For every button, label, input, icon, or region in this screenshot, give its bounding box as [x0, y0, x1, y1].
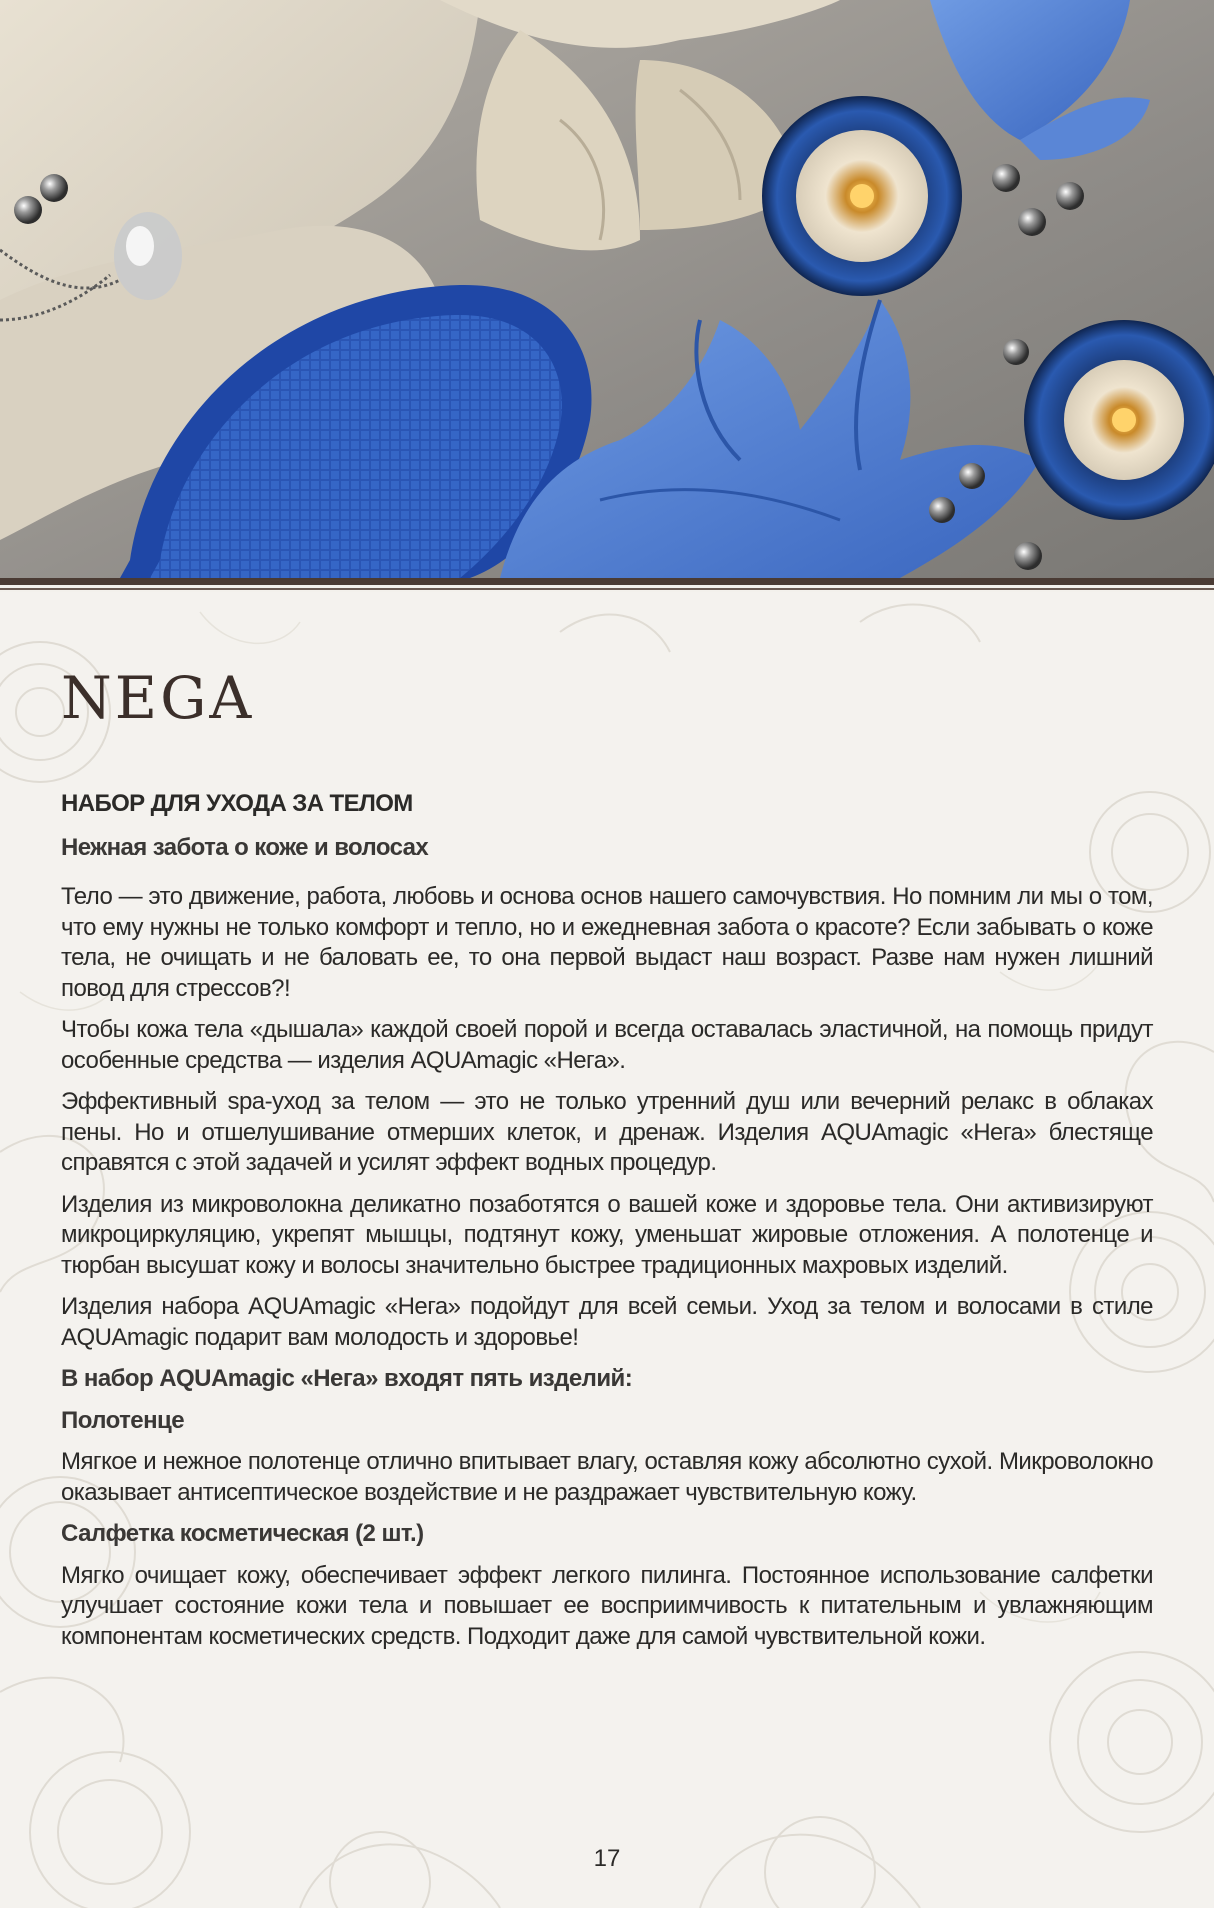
set-tagline: Нежная забота о коже и волосах	[61, 834, 429, 861]
text-page	[0, 592, 1214, 1908]
item-title-napkin: Салфетка косметическая (2 шт.)	[61, 1520, 424, 1547]
paragraph: Чтобы кожа тела «дышала» каждой своей порой и всегда оставалась эластичной, на помощь придут особенные средства — изделия AQUAmagic «Нега».	[61, 1016, 1153, 1074]
body-text	[61, 882, 1153, 1663]
set-contents-heading: В набор AQUAmagic «Нега» входят пять изделий:	[61, 1365, 633, 1392]
item-title-towel: Полотенце	[61, 1406, 185, 1434]
brand-title: NEGA	[61, 664, 255, 732]
divider-thick-line	[0, 578, 1214, 585]
item-description-napkin: Мягко очищает кожу, обеспечивает эффект легкого пилинга. Постоянное использование салфетки улучшает состояние кожи тела и повышает ее восприимчивость к питательным и увлажняющим компонентам косметических средств. Подходит даже для самой чувствительной кожи.	[61, 1561, 1153, 1650]
hero-photo	[0, 0, 1214, 578]
paragraph: Изделия из микроволокна деликатно позаботятся о вашей коже и здоровье тела. Они активизируют микроциркуляцию, укрепят мышцы, подтянут кожу, уменьшат жировые отложения. А полотенце и тюрбан высушат кожу и волосы значительно быстрее традиционных махровых изделий.	[61, 1190, 1153, 1279]
page-number: 17	[593, 1845, 621, 1872]
set-subtitle: НАБОР ДЛЯ УХОДА ЗА ТЕЛОМ	[61, 790, 413, 817]
divider-thin-line	[0, 588, 1214, 590]
header-divider	[0, 578, 1214, 592]
item-description-towel: Мягкое и нежное полотенце отлично впитывает влагу, оставляя кожу абсолютно сухой. Микроволокно оказывает антисептическое воздействие и не раздражает чувствительную кожу.	[61, 1448, 1153, 1506]
paragraph: Эффективный spa-уход за телом — это не только утренний душ или вечерний релакс в облаках пены. Но и отшелушивание отмерших клеток, и дренаж. Изделия AQUAmagic «Нега» блестяще справятся с этой задачей и усилят эффект водных процедур.	[61, 1088, 1153, 1176]
paragraph: Тело — это движение, работа, любовь и основа основ нашего самочувствия. Но помним ли мы о том, что ему нужны не только комфорт и тепло, но и ежедневная забота о красоте? Если забывать о коже тела, не очищать и не баловать ее, то она первой выдаст наш возраст. Разве нам нужен лишний повод для стрессов?!	[61, 883, 1153, 1002]
paragraph: Изделия набора AQUAmagic «Нега» подойдут для всей семьи. Уход за телом и волосами в стиле AQUAmagic подарит вам молодость и здоровье!	[61, 1293, 1153, 1351]
